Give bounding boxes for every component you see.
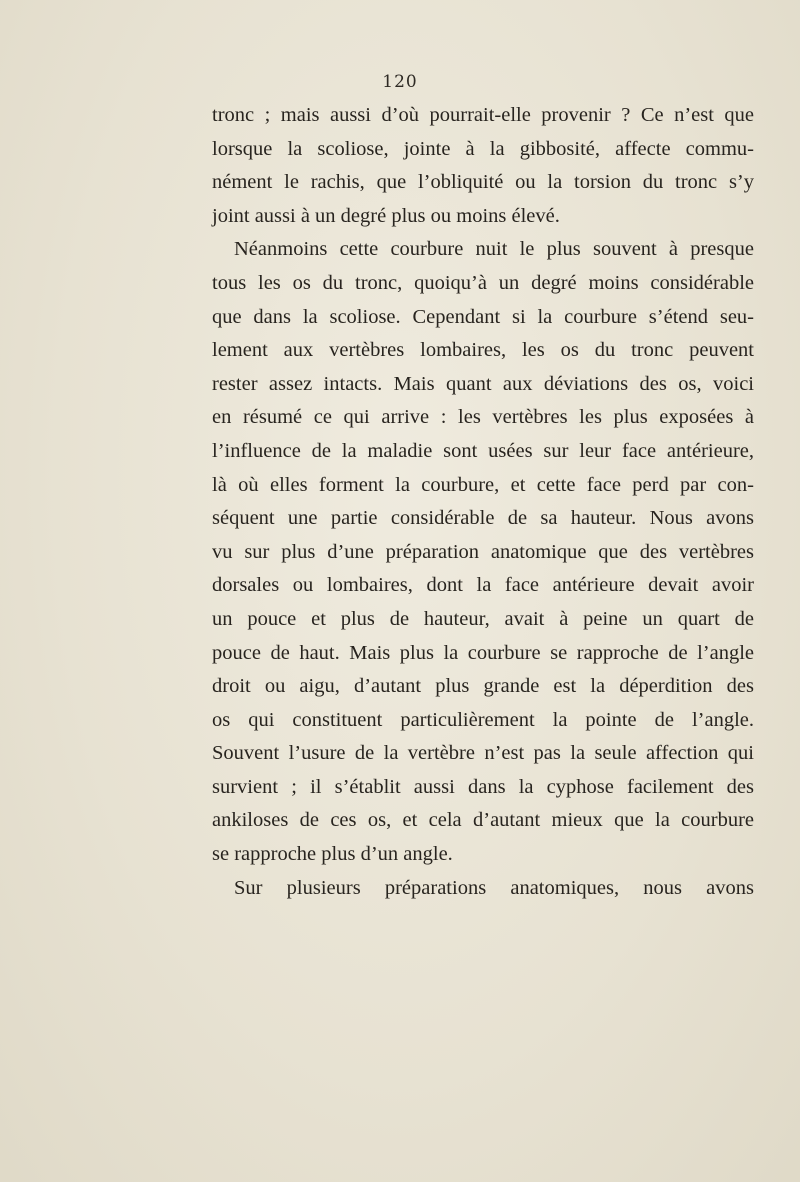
- text-line: un pouce et plus de hauteur, avait à peine un quart de: [212, 607, 754, 630]
- body-text: [212, 99, 754, 905]
- text-line: lorsque la scoliose, jointe à la gibbosité, affecte commu-: [212, 137, 754, 160]
- text-line: Souvent l’usure de la vertèbre n’est pas la seule affection qui: [212, 742, 754, 765]
- page-number: 120: [382, 72, 418, 92]
- text-line: ankiloses de ces os, et cela d’autant mieux que la courbure: [212, 809, 754, 832]
- text-line: l’influence de la maladie sont usées sur leur face antérieure,: [212, 439, 754, 462]
- text-line: droit ou aigu, d’autant plus grande est la déperdition des: [212, 675, 754, 698]
- text-line: os qui constituent particulièrement la pointe de l’angle.: [212, 708, 754, 731]
- text-line: Néanmoins cette courbure nuit le plus souvent à presque: [234, 238, 754, 261]
- text-line: pouce de haut. Mais plus la courbure se rapproche de l’angle: [212, 641, 754, 664]
- text-line: tous les os du tronc, quoiqu’à un degré moins considérable: [212, 271, 754, 294]
- text-line: survient ; il s’établit aussi dans la cyphose facilement des: [212, 775, 754, 798]
- text-line: rester assez intacts. Mais quant aux déviations des os, voici: [212, 372, 754, 395]
- text-line: que dans la scoliose. Cependant si la courbure s’étend seu-: [212, 305, 754, 328]
- text-line: se rapproche plus d’un angle.: [212, 843, 453, 866]
- text-line: là où elles forment la courbure, et cette face perd par con-: [212, 473, 754, 496]
- text-line: vu sur plus d’une préparation anatomique que des vertèbres: [212, 540, 754, 563]
- text-line: joint aussi à un degré plus ou moins élevé.: [212, 204, 560, 227]
- text-line: Sur plusieurs préparations anatomiques, nous avons: [234, 876, 754, 899]
- text-line: lement aux vertèbres lombaires, les os du tronc peuvent: [212, 339, 754, 362]
- text-line: séquent une partie considérable de sa hauteur. Nous avons: [212, 507, 754, 530]
- text-line: nément le rachis, que l’obliquité ou la torsion du tronc s’y: [212, 171, 754, 194]
- text-line: dorsales ou lombaires, dont la face antérieure devait avoir: [212, 574, 754, 597]
- text-line: en résumé ce qui arrive : les vertèbres les plus exposées à: [212, 406, 754, 429]
- text-line: tronc ; mais aussi d’où pourrait-elle provenir ? Ce n’est que: [212, 104, 754, 126]
